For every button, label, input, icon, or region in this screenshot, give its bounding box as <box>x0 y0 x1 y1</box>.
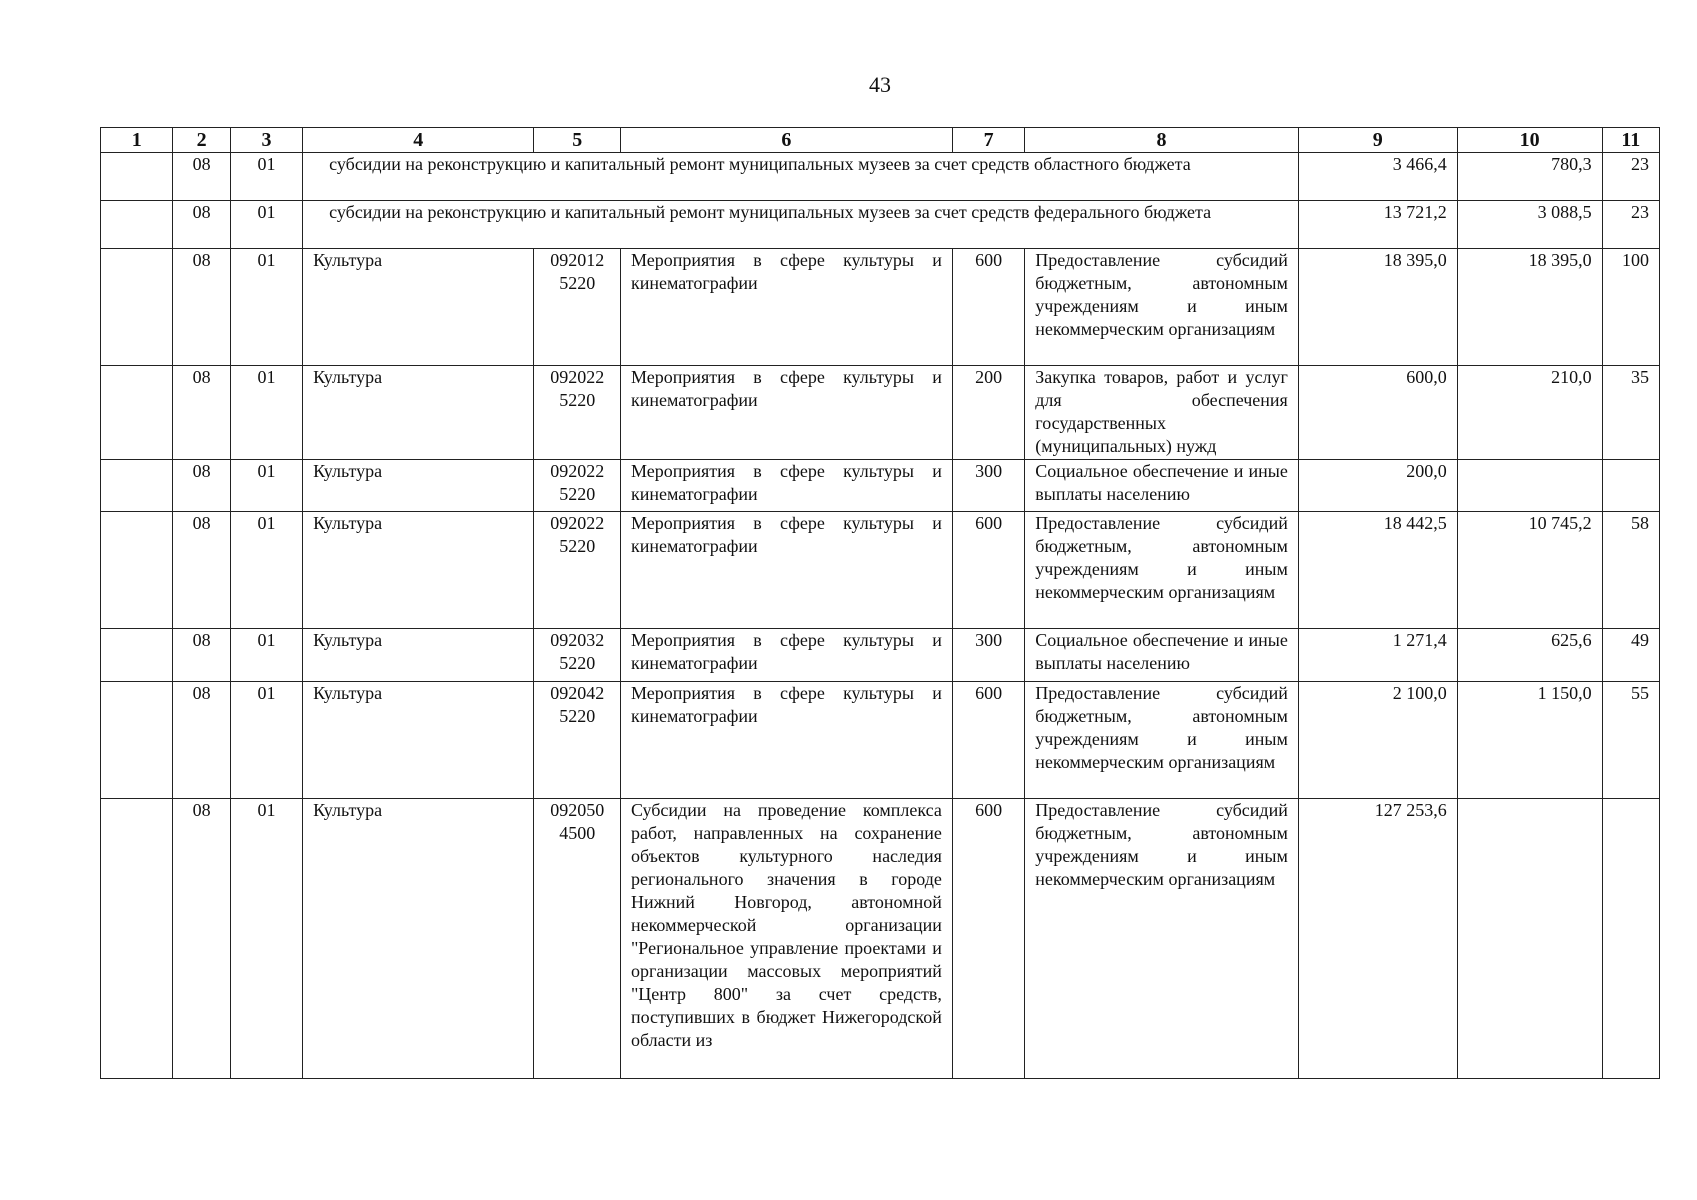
cell-col-1 <box>101 682 173 799</box>
header-col-5: 5 <box>534 128 620 153</box>
cell-subsection: 01 <box>230 799 302 1079</box>
cell-expense-name: Социальное обеспечение и иные выплаты населению <box>1025 460 1299 512</box>
cell-plan-amount: 2 100,0 <box>1298 682 1457 799</box>
cell-plan-amount: 3 466,4 <box>1298 153 1457 201</box>
cell-col-1 <box>101 512 173 629</box>
cell-subsection: 01 <box>230 201 302 249</box>
cell-actual-amount: 625,6 <box>1457 629 1602 682</box>
cell-col-1 <box>101 799 173 1079</box>
header-col-7: 7 <box>952 128 1024 153</box>
header-col-2: 2 <box>173 128 230 153</box>
cell-branch: Культура <box>303 512 534 629</box>
cell-expense-type: 600 <box>952 249 1024 366</box>
cell-percent: 35 <box>1602 366 1659 460</box>
cell-target-code: 092022 5220 <box>534 366 620 460</box>
cell-target-code: 092050 4500 <box>534 799 620 1079</box>
cell-expense-name: Предоставление субсидий бюджетным, автономным учреждениям и иным некоммерческим организациям <box>1025 249 1299 366</box>
cell-subsection: 01 <box>230 682 302 799</box>
cell-branch: Культура <box>303 629 534 682</box>
header-col-8: 8 <box>1025 128 1299 153</box>
cell-plan-amount: 127 253,6 <box>1298 799 1457 1079</box>
cell-actual-amount <box>1457 460 1602 512</box>
table-row <box>101 153 1660 201</box>
page-number: 43 <box>869 72 891 97</box>
cell-expense-type: 600 <box>952 682 1024 799</box>
cell-actual-amount: 780,3 <box>1457 153 1602 201</box>
header-col-4: 4 <box>303 128 534 153</box>
cell-subsection: 01 <box>230 460 302 512</box>
table-row <box>101 512 1660 629</box>
cell-expense-name: Социальное обеспечение и иные выплаты населению <box>1025 629 1299 682</box>
header-col-11: 11 <box>1602 128 1659 153</box>
cell-target-code: 092042 5220 <box>534 682 620 799</box>
cell-target-code: 092022 5220 <box>534 460 620 512</box>
cell-expense-type: 600 <box>952 512 1024 629</box>
table-row <box>101 366 1660 460</box>
cell-percent: 55 <box>1602 682 1659 799</box>
cell-col-1 <box>101 629 173 682</box>
cell-actual-amount: 18 395,0 <box>1457 249 1602 366</box>
cell-branch: Культура <box>303 799 534 1079</box>
cell-section: 08 <box>173 153 230 201</box>
cell-plan-amount: 13 721,2 <box>1298 201 1457 249</box>
header-col-1: 1 <box>101 128 173 153</box>
cell-col-1 <box>101 153 173 201</box>
header-col-3: 3 <box>230 128 302 153</box>
cell-branch: Культура <box>303 460 534 512</box>
table-row <box>101 201 1660 249</box>
cell-target-name: Мероприятия в сфере культуры и кинематографии <box>620 682 952 799</box>
cell-plan-amount: 200,0 <box>1298 460 1457 512</box>
cell-branch: Культура <box>303 682 534 799</box>
cell-actual-amount <box>1457 799 1602 1079</box>
table-row <box>101 799 1660 1079</box>
cell-subsidy-description: субсидии на реконструкцию и капитальный ремонт муниципальных музеев за счет средств федерального бюджета <box>303 201 1299 249</box>
cell-percent <box>1602 799 1659 1079</box>
cell-actual-amount: 3 088,5 <box>1457 201 1602 249</box>
cell-percent: 100 <box>1602 249 1659 366</box>
cell-percent: 49 <box>1602 629 1659 682</box>
cell-plan-amount: 18 395,0 <box>1298 249 1457 366</box>
cell-col-1 <box>101 366 173 460</box>
table-row <box>101 249 1660 366</box>
cell-target-code: 092022 5220 <box>534 512 620 629</box>
cell-percent: 23 <box>1602 201 1659 249</box>
cell-section: 08 <box>173 366 230 460</box>
cell-section: 08 <box>173 249 230 366</box>
cell-expense-name: Закупка товаров, работ и услуг для обеспечения государственных (муниципальных) нужд <box>1025 366 1299 460</box>
cell-section: 08 <box>173 201 230 249</box>
cell-actual-amount: 10 745,2 <box>1457 512 1602 629</box>
cell-branch: Культура <box>303 366 534 460</box>
cell-target-name: Мероприятия в сфере культуры и кинематографии <box>620 249 952 366</box>
budget-table <box>100 127 1660 1079</box>
cell-target-name: Мероприятия в сфере культуры и кинематографии <box>620 366 952 460</box>
header-col-10: 10 <box>1457 128 1602 153</box>
cell-expense-name: Предоставление субсидий бюджетным, автономным учреждениям и иным некоммерческим организациям <box>1025 682 1299 799</box>
cell-subsection: 01 <box>230 249 302 366</box>
cell-col-1 <box>101 249 173 366</box>
cell-section: 08 <box>173 460 230 512</box>
header-col-9: 9 <box>1298 128 1457 153</box>
table-row <box>101 682 1660 799</box>
cell-percent: 23 <box>1602 153 1659 201</box>
cell-actual-amount: 1 150,0 <box>1457 682 1602 799</box>
cell-target-code: 092032 5220 <box>534 629 620 682</box>
cell-section: 08 <box>173 682 230 799</box>
cell-plan-amount: 600,0 <box>1298 366 1457 460</box>
cell-subsection: 01 <box>230 366 302 460</box>
cell-subsection: 01 <box>230 153 302 201</box>
cell-expense-type: 600 <box>952 799 1024 1079</box>
cell-plan-amount: 18 442,5 <box>1298 512 1457 629</box>
cell-section: 08 <box>173 512 230 629</box>
cell-target-name: Мероприятия в сфере культуры и кинематографии <box>620 460 952 512</box>
cell-target-name: Мероприятия в сфере культуры и кинематографии <box>620 629 952 682</box>
cell-percent <box>1602 460 1659 512</box>
table-row <box>101 629 1660 682</box>
cell-subsection: 01 <box>230 512 302 629</box>
cell-subsidy-description: субсидии на реконструкцию и капитальный ремонт муниципальных музеев за счет средств областного бюджета <box>303 153 1299 201</box>
header-row <box>101 128 1660 153</box>
cell-expense-type: 300 <box>952 629 1024 682</box>
cell-expense-type: 200 <box>952 366 1024 460</box>
cell-section: 08 <box>173 799 230 1079</box>
cell-branch: Культура <box>303 249 534 366</box>
cell-expense-name: Предоставление субсидий бюджетным, автономным учреждениям и иным некоммерческим организациям <box>1025 799 1299 1079</box>
cell-expense-name: Предоставление субсидий бюджетным, автономным учреждениям и иным некоммерческим организациям <box>1025 512 1299 629</box>
cell-actual-amount: 210,0 <box>1457 366 1602 460</box>
cell-target-code: 092012 5220 <box>534 249 620 366</box>
cell-percent: 58 <box>1602 512 1659 629</box>
cell-subsection: 01 <box>230 629 302 682</box>
table-row <box>101 460 1660 512</box>
cell-expense-type: 300 <box>952 460 1024 512</box>
cell-target-name: Субсидии на проведение комплекса работ, направленных на сохранение объектов культурного наследия регионального значения в городе Нижний Новгород, автономной некоммерческой организации "Региональное управление проектами и организации массовых мероприятий "Центр 800" за счет средств, поступивших в бюджет Нижегородской области из <box>620 799 952 1079</box>
cell-plan-amount: 1 271,4 <box>1298 629 1457 682</box>
cell-col-1 <box>101 460 173 512</box>
header-col-6: 6 <box>620 128 952 153</box>
cell-section: 08 <box>173 629 230 682</box>
cell-col-1 <box>101 201 173 249</box>
cell-target-name: Мероприятия в сфере культуры и кинематографии <box>620 512 952 629</box>
